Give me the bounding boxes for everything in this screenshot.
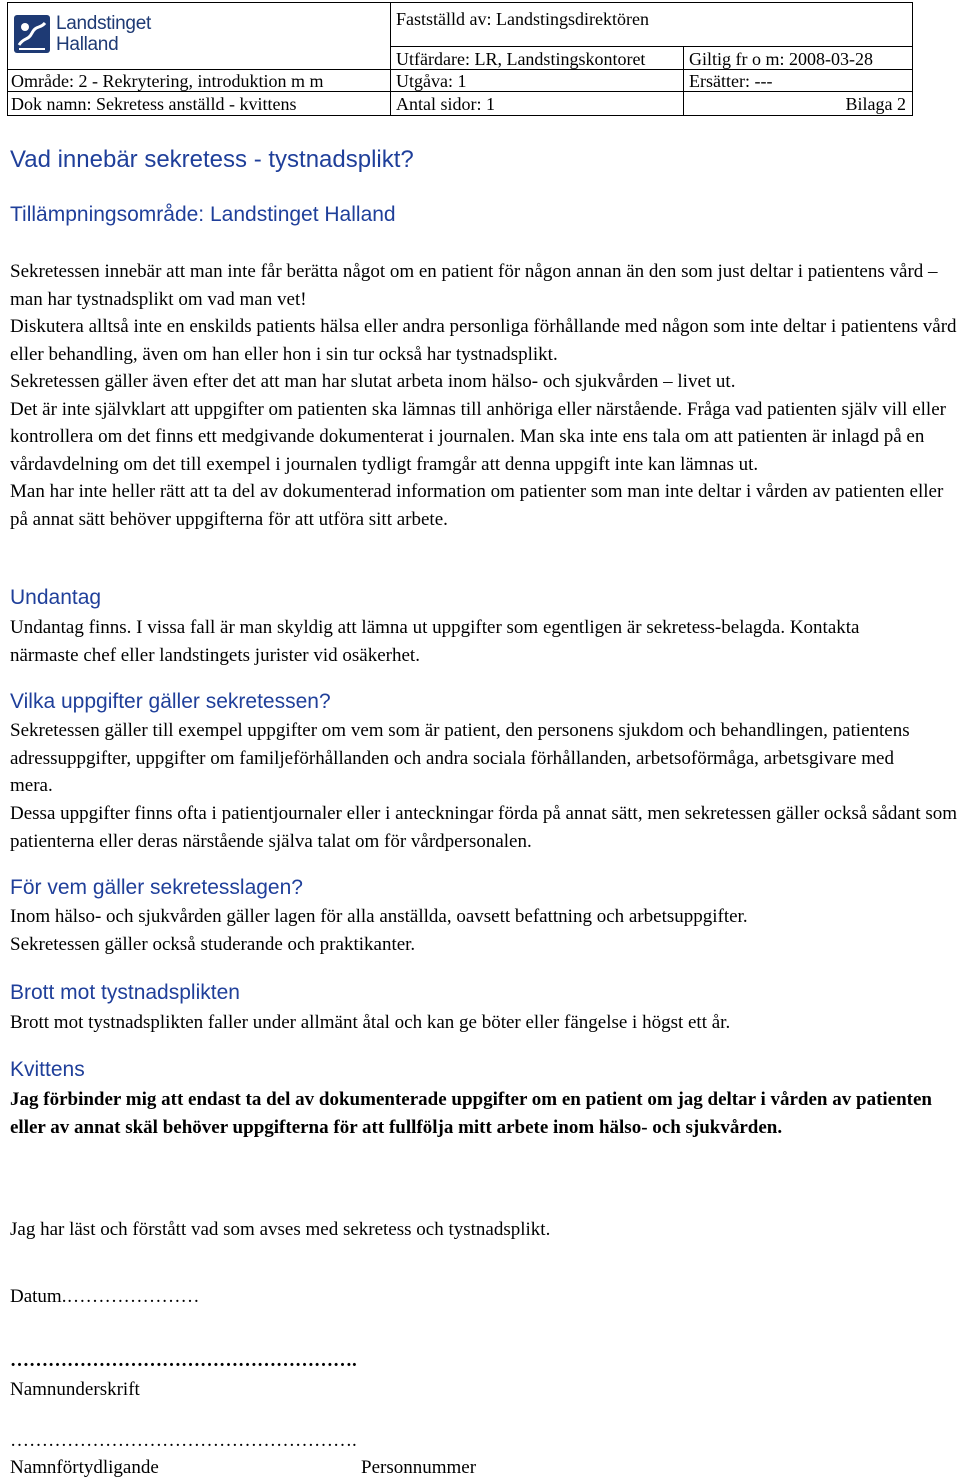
page-title: Vad innebär sekretess - tystnadsplikt? xyxy=(10,146,414,173)
antal-sidor: Antal sidor: 1 xyxy=(396,94,495,114)
vilka-paragraph-2: Dessa uppgifter finns ofta i patientjournaler eller i anteckningar förda på annat sätt, men sekretessen gäller också sådant som patienterna eller deras närstående själva talat om för vårdpersonalen. xyxy=(10,803,958,852)
vilka-heading: Vilka uppgifter gäller sekretessen? xyxy=(10,690,331,713)
landstinget-halland-logo xyxy=(14,13,154,59)
intro-paragraph: Diskutera alltså inte en enskilds patients hälsa eller andra personliga förhållande med någon som inte deltar i patientens vård eller behandling, även om han eller hon i sin tur också har tystnadsplikt. xyxy=(10,316,957,365)
personnummer-label: Personnummer xyxy=(361,1457,477,1478)
signature-line[interactable]: ………………………………………………. xyxy=(10,1350,357,1371)
ersatter: Ersätter: --- xyxy=(689,71,773,91)
header-divider xyxy=(390,3,391,116)
landstinget-halland-logo-icon xyxy=(14,15,50,53)
intro-paragraph: Det är inte självklart att uppgifter om patienten ska lämnas till anhöriga eller närstående. Fråga vad patienten själv vill eller kontrollera om det finns ett medgivande dokumenterat i journalen. Man ska inte ens tala om att patienten är inlagd på en vårdavdelning om det till exempel i journalen tydligt framgår att denna uppgift inte kan lämnas ut. xyxy=(10,398,946,475)
brott-paragraph: Brott mot tystnadsplikten faller under allmänt åtal och kan ge böter eller fängelse i högst ett år. xyxy=(10,1012,731,1033)
faststalld-av: Fastställd av: Landstingsdirektören xyxy=(396,9,649,29)
intro-paragraph: Man har inte heller rätt att ta del av dokumenterad information om patienter som man inte deltar i vården av patienten eller på annat sätt behöver uppgifterna för att utföra sitt arbete. xyxy=(10,481,944,530)
confirmation-text: Jag har läst och förstått vad som avses med sekretess och tystnadsplikt. xyxy=(10,1219,551,1240)
for-vem-paragraph-2: Sekretessen gäller också studerande och praktikanter. xyxy=(10,933,416,955)
intro-paragraph: Sekretessen innebär att man inte får berätta något om en patient för någon annan än den som just deltar i patientens vård – man har tystnadsplikt om vad man vet! xyxy=(10,261,938,310)
for-vem-section xyxy=(10,903,960,958)
logo-line-1: Landstinget xyxy=(56,13,151,34)
brott-heading: Brott mot tystnadsplikten xyxy=(10,981,240,1004)
header-divider xyxy=(390,46,913,47)
undantag-text xyxy=(10,614,910,669)
giltig-from: Giltig fr o m: 2008-03-28 xyxy=(689,49,873,69)
bilaga: Bilaga 2 xyxy=(845,94,906,114)
kvittens-heading: Kvittens xyxy=(10,1058,85,1081)
vilka-section-2 xyxy=(10,800,960,855)
datum-field[interactable]: Datum.………………… xyxy=(10,1286,200,1307)
header-divider xyxy=(683,46,684,116)
namnfortydligande-label: Namnförtydligande xyxy=(10,1457,159,1478)
namnunderskrift-label: Namnunderskrift xyxy=(10,1379,140,1400)
kvittens-section xyxy=(10,1086,958,1141)
scope-heading: Tillämpningsområde: Landstinget Halland xyxy=(10,203,396,226)
brott-section xyxy=(10,1009,960,1037)
omrade: Område: 2 - Rekrytering, introduktion m m xyxy=(11,71,324,91)
vilka-section xyxy=(10,717,910,800)
dok-namn: Dok namn: Sekretess anställd - kvittens xyxy=(11,94,297,114)
for-vem-paragraph-1: Inom hälso- och sjukvården gäller lagen för alla anställda, oavsett befattning och arbetsuppgifter. xyxy=(10,906,748,927)
utgava: Utgåva: 1 xyxy=(396,71,467,91)
utfardare: Utfärdare: LR, Landstingskontoret xyxy=(396,49,646,69)
kvittens-paragraph: Jag förbinder mig att endast ta del av dokumenterade uppgifter om en patient om jag deltar i vården av patienten eller av annat skäl behöver uppgifterna för att fullfölja mitt arbete inom hälso- och sjukvården. xyxy=(10,1089,933,1138)
intro-paragraph: Sekretessen gäller även efter det att man har slutat arbeta inom hälso- och sjukvården – livet ut. xyxy=(10,371,736,392)
document-header-table xyxy=(7,2,913,116)
logo-line-2: Halland xyxy=(56,34,119,55)
for-vem-heading: För vem gäller sekretesslagen? xyxy=(10,876,303,899)
intro-section xyxy=(10,258,960,533)
undantag-heading: Undantag xyxy=(10,586,102,609)
vilka-paragraph-1: Sekretessen gäller till exempel uppgifter om vem som är patient, den personens sjukdom och behandlingen, patientens adressuppgifter, uppgifter om familjeförhållanden och andra sociala förhållanden, arbetsoförmåga, arbetsgivare med mera. xyxy=(10,720,910,796)
clarification-line[interactable]: ………………………………………………. xyxy=(10,1430,357,1451)
undantag-paragraph: Undantag finns. I vissa fall är man skyldig att lämna ut uppgifter som egentligen är sekretess-belagda. Kontakta närmaste chef eller landstingets jurister vid osäkerhet. xyxy=(10,617,860,666)
